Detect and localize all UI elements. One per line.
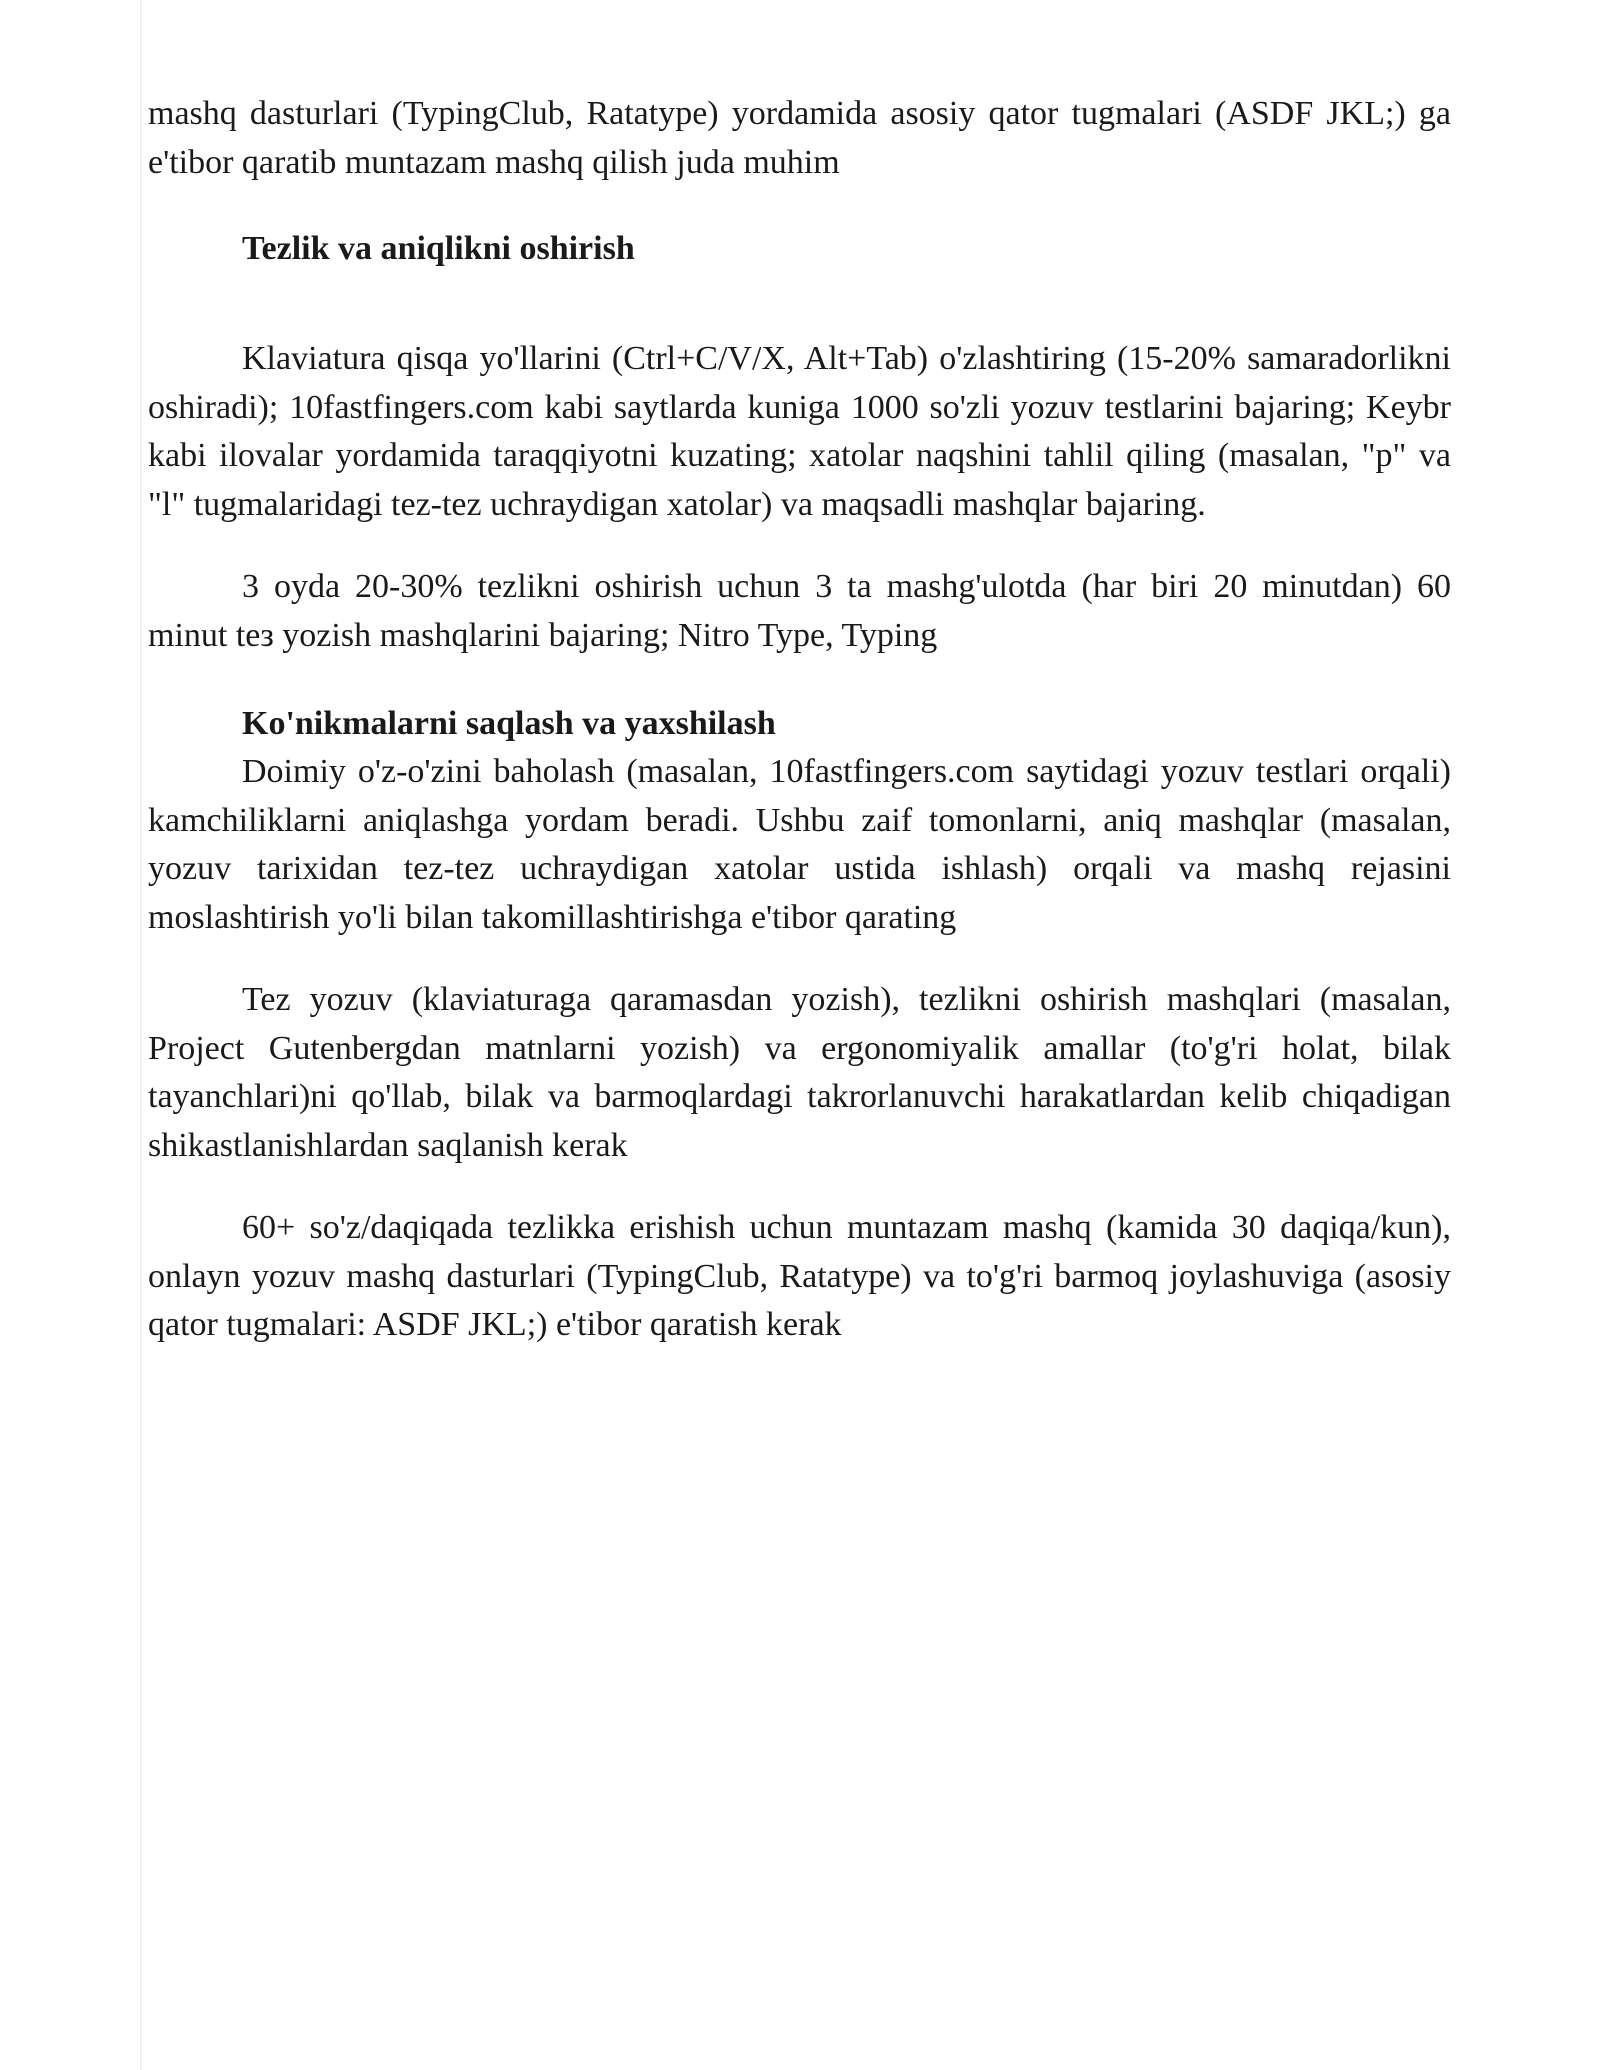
section-heading-skills: Ko'nikmalarni saqlash va yaxshilash <box>242 705 776 742</box>
paragraph-three-months: 3 oyda 20-30% tezlikni oshirish uchun 3 ta mashg'ulotda (har biri 20 minutdan) 60 minut teз yozish mashqlarini bajaring; Nitro Type, Typing <box>148 568 1451 654</box>
paragraph-shortcuts: Klaviatura qisqa yo'llarini (Ctrl+C/V/X, Alt+Tab) o'zlashtiring (15-20% samaradorlikni oshiradi); 10fastfingers.com kabi saytlarda kuniga 1000 so'zli yozuv testlarini bajaring; Keybr kabi ilovalar yordamida taraqqiyotni kuzating; xatolar naqshini tahlil qiling (masalan, "p" va "l" tugmalaridagi tez-tez uchraydigan xatolar) va maqsadli mashqlar bajaring. <box>148 340 1451 523</box>
page-margin-line <box>140 0 142 2070</box>
paragraph-ergonomics: Tez yozuv (klaviaturaga qaramasdan yozish), tezlikni oshirish mashqlari (masalan, Project Gutenbergdan matnlarni yozish) va ergonomiyalik amallar (to'g'ri holat, bilak tayanchlari)ni qo'llab, bilak va barmoqlardagi takrorlanuvchi harakatlardan kelib chiqadigan shikastlanishlardan saqlanish kerak <box>148 981 1451 1164</box>
paragraph-self-assessment: Doimiy o'z-o'zini baholash (masalan, 10fastfingers.com saytidagi yozuv testlari orqali) kamchiliklarni aniqlashga yordam beradi. Ushbu zaif tomonlarni, aniq mashqlar (masalan, yozuv tarixidan tez-tez uchraydigan xatolar ustida ishlash) orqali va mashq rejasini moslashtirish yo'li bilan takomillashtirishga e'tibor qarating <box>148 753 1451 936</box>
section-heading-speed-accuracy: Tezlik va aniqlikni oshirish <box>242 230 635 267</box>
document-body <box>148 90 1451 1350</box>
paragraph-sixty-wpm: 60+ so'z/daqiqada tezlikka erishish uchun muntazam mashq (kamida 30 daqiqa/kun), onlayn yozuv mashq dasturlari (TypingClub, Ratatype) va to'g'ri barmoq joylashuviga (asosiy qator tugmalari: ASDF JKL;) e'tibor qaratish kerak <box>148 1209 1451 1343</box>
intro-paragraph: mashq dasturlari (TypingClub, Ratatype) yordamida asosiy qator tugmalari (ASDF JKL;) ga e'tibor qaratib muntazam mashq qilish juda muhim <box>148 95 1451 181</box>
